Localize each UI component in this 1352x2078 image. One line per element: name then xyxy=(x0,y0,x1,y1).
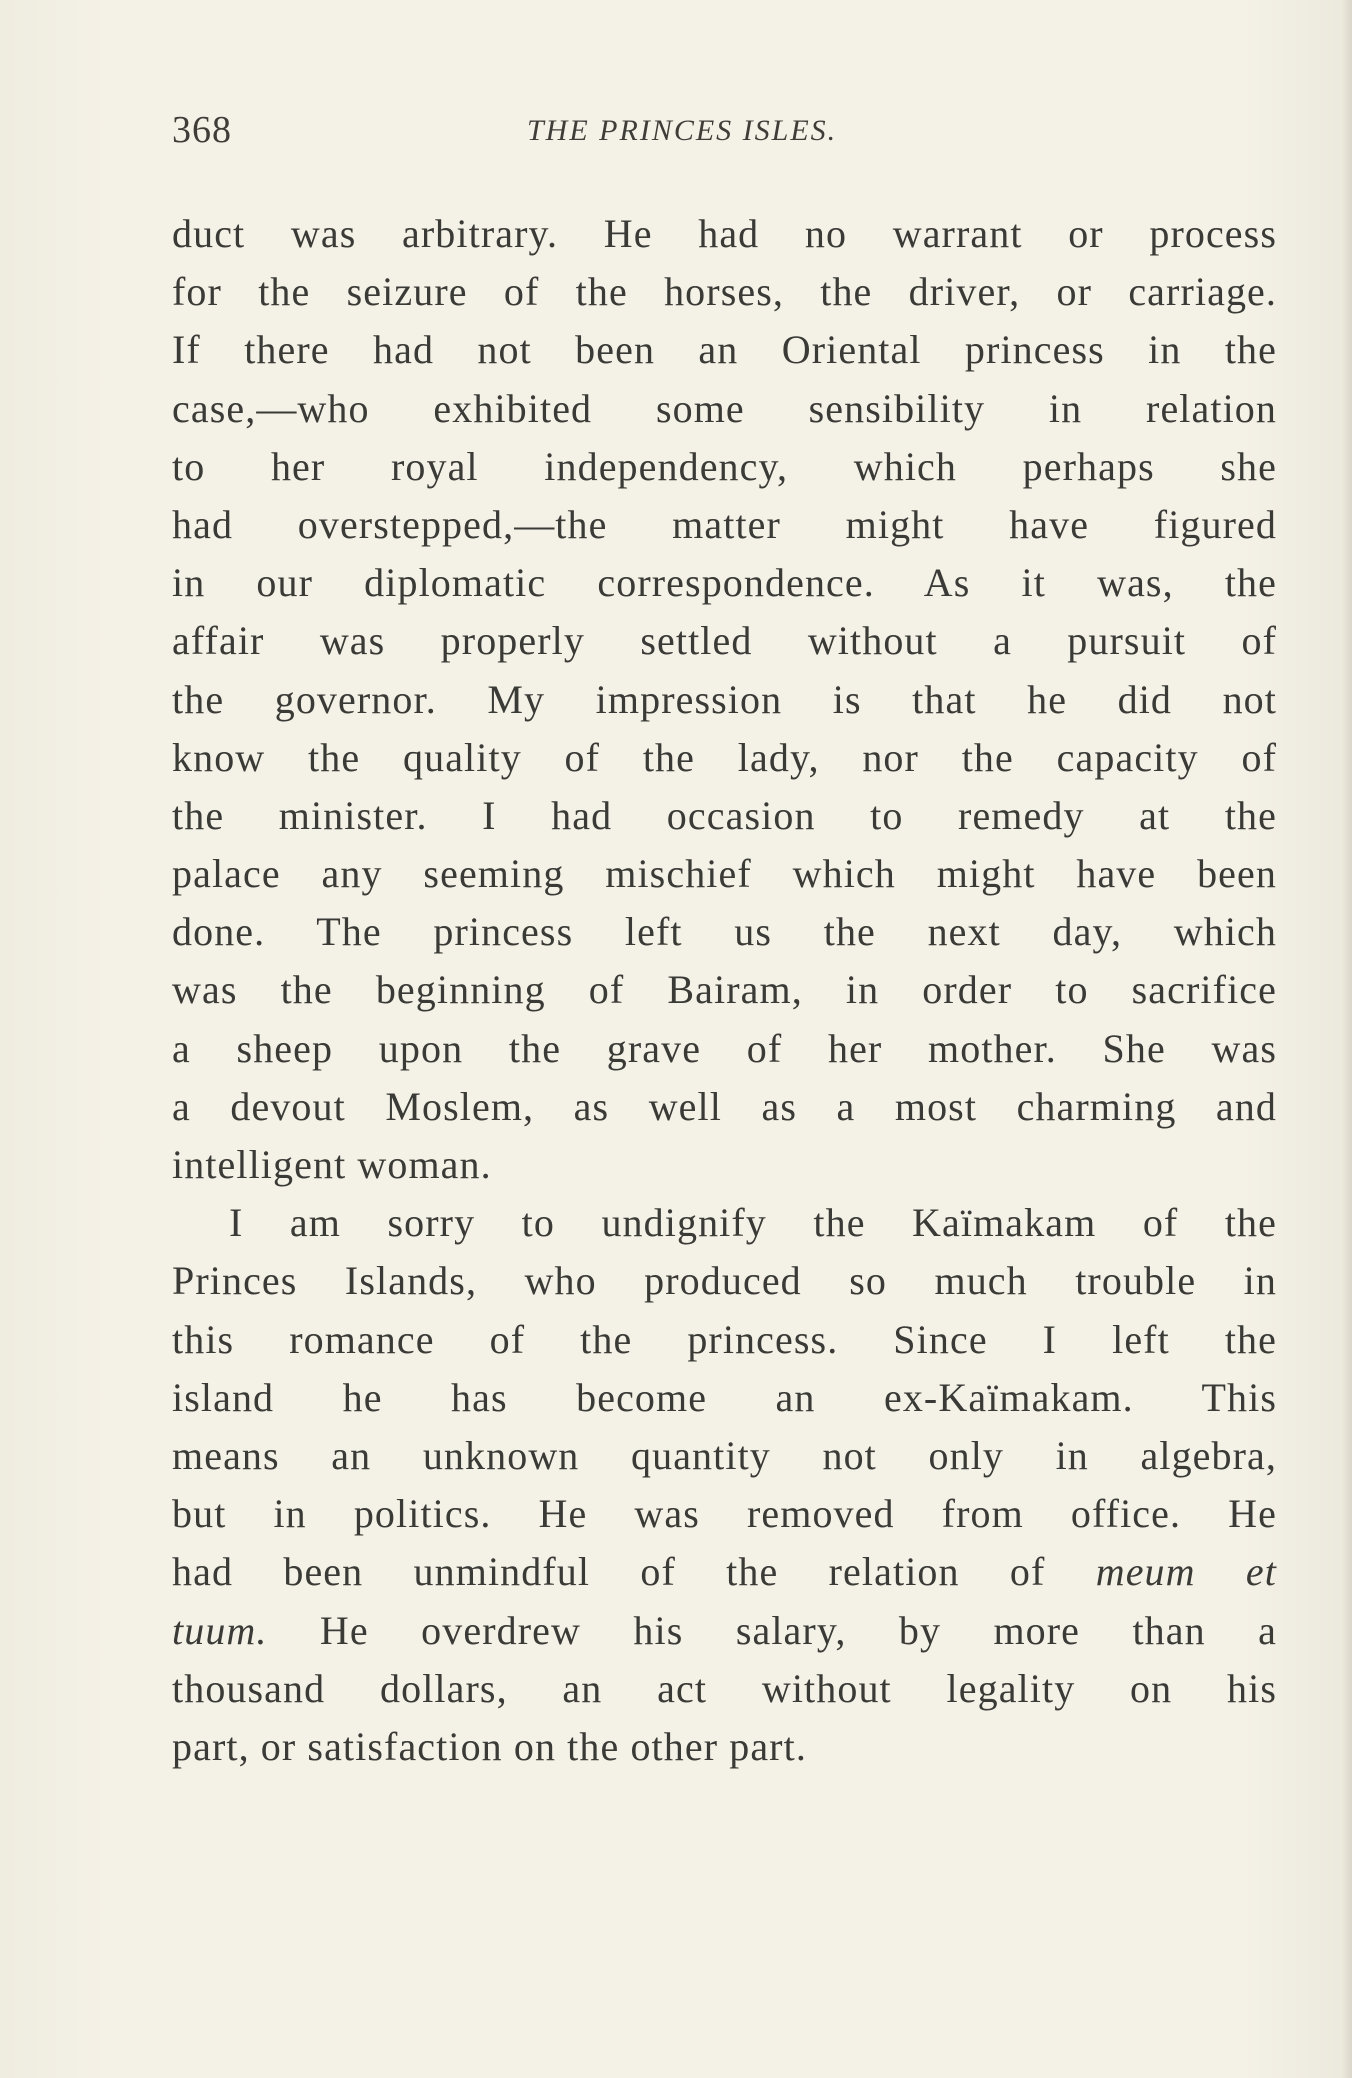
body-text xyxy=(172,205,1277,1776)
text-line: a sheep upon the grave of her mother. She was xyxy=(172,1025,1277,1071)
text-line: in our diplomatic correspondence. As it was, the xyxy=(172,560,1277,606)
text-fragment: had been unmindful of the relation of xyxy=(172,1549,1096,1595)
paragraph-2 xyxy=(172,1194,1277,1776)
text-line: had overstepped,—the matter might have figured xyxy=(172,501,1277,547)
italic-phrase: tuum. xyxy=(172,1607,268,1653)
text-line: palace any seeming mischief which might have been xyxy=(172,851,1277,897)
page-header xyxy=(172,108,1282,158)
text-line: duct was arbitrary. He had no warrant or process xyxy=(172,211,1277,256)
text-line: the governor. My impression is that he did not xyxy=(172,676,1277,722)
text-line: was the beginning of Bairam, in order to sacrifice xyxy=(172,967,1277,1013)
text-line: thousand dollars, an act without legality on his xyxy=(172,1665,1277,1711)
page-edge-shadow xyxy=(1342,0,1352,2078)
page-number: 368 xyxy=(172,109,232,151)
text-line: a devout Moslem, as well as a most charming and xyxy=(172,1083,1277,1129)
text-line: Princes Islands, who produced so much trouble in xyxy=(172,1258,1277,1304)
text-line: means an unknown quantity not only in algebra, xyxy=(172,1432,1277,1478)
text-line: to her royal independency, which perhaps she xyxy=(172,443,1277,489)
text-line xyxy=(172,1602,1277,1660)
text-line: done. The princess left us the next day, which xyxy=(172,909,1277,955)
text-line: know the quality of the lady, nor the capacity of xyxy=(172,734,1277,780)
text-line: this romance of the princess. Since I left the xyxy=(172,1316,1277,1362)
paragraph-1 xyxy=(172,205,1277,1194)
text-line: the minister. I had occasion to remedy at the xyxy=(172,792,1277,838)
running-head: THE PRINCES ISLES. xyxy=(527,114,838,147)
text-line: If there had not been an Oriental princess in the xyxy=(172,327,1277,373)
text-line: for the seizure of the horses, the driver, or carriage. xyxy=(172,269,1277,315)
text-line: part, or satisfaction on the other part. xyxy=(172,1723,807,1769)
text-line xyxy=(172,1543,1277,1601)
text-line: island he has become an ex-Kaïmakam. This xyxy=(172,1374,1277,1420)
text-line: I am sorry to undignify the Kaïmakam of the xyxy=(229,1200,1277,1246)
text-line: intelligent woman. xyxy=(172,1142,492,1187)
text-line: case,—who exhibited some sensibility in relation xyxy=(172,385,1277,431)
text-line: but in politics. He was removed from office. He xyxy=(172,1491,1277,1537)
text-line: affair was properly settled without a pursuit of xyxy=(172,618,1277,664)
italic-phrase: meum et xyxy=(1095,1549,1277,1595)
text-fragment: He overdrew his salary, by more than a xyxy=(267,1607,1277,1653)
